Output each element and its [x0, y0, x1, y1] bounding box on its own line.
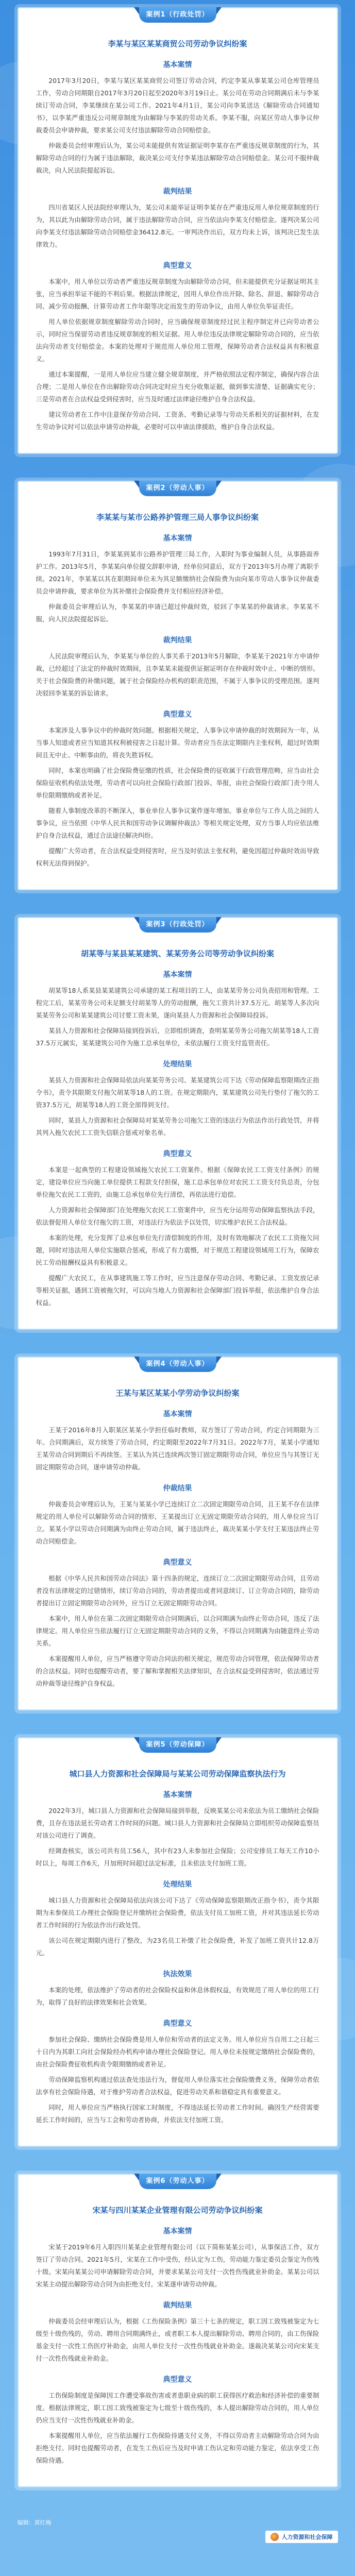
case-badge: 案例1（行政处罚） — [139, 7, 216, 23]
case-card — [18, 1737, 338, 2147]
case-card — [18, 1357, 338, 1710]
section-paragraph: 用人单位依据规章制度解除劳动合同时，应当确保规章制度经过民主程序制定并已向劳动者公示，同时应当保留劳动者违反规章制度的相关证据。用人单位违反法律规定解除劳动合同的，应当依法向劳动者支付赔偿金。本案的处理对于规范用人单位用工管理，保障劳动者合法权益具有积极意义。 — [36, 318, 319, 363]
section-paragraph: 该公司在规定期限内进行了整改，为23名员工补缴了社会保险费，补发了加班工资共计12.8万元。 — [36, 1937, 319, 1957]
case-card — [18, 481, 338, 890]
section-paragraph: 提醒广大劳动者，在合法权益受到侵害时，应当及时依法主张权利，避免因超过仲裁时效而导致权利无法得到保护。 — [36, 847, 319, 867]
case-card — [18, 917, 338, 1330]
section-paragraph: 胡某等18人系某县某某建筑公司承建的某工程项目的工人，由某某劳务公司负责招用和管理。工程完工后，某某劳务公司未足额支付胡某等人的劳动报酬，拖欠工资共计37.5万元。胡某等人多次向某某劳务公司和某某建筑公司讨要工资未果，遂向某县人力资源和社会保障局投诉。 — [36, 987, 319, 1019]
section-heading: 典型意义 — [163, 2020, 192, 2028]
page-footer — [18, 2514, 338, 2550]
case-card — [18, 7, 338, 454]
case-title: 李某某与某市公路养护管理三局人事争议纠纷案 — [96, 513, 259, 522]
section-paragraph: 工伤保险制度是保障因工作遭受事故伤害或者患职业病的职工获得医疗救治和经济补偿的重要制度。根据法律规定，职工因工致残被鉴定为七级至十级伤残的，本人提出解除劳动合同的，用人单位仍应当支付一次性伤残就业补助金。 — [36, 2392, 319, 2424]
section-paragraph: 本案的处理，依法维护了劳动者的社会保险权益和休息休假权益，有效规范了用人单位的用工行为，取得了良好的法律效果和社会效果。 — [36, 1986, 319, 2006]
section-paragraph: 随着人事制度改革的不断深入，事业单位人事争议案件逐年增加。事业单位与工作人员之间的人事争议，应当依照《中华人民共和国劳动争议调解仲裁法》等相关规定处理，双方当事人均应依法维护自身合法权益，通过合法途径解决纠纷。 — [36, 807, 319, 839]
section-heading: 裁判结果 — [163, 2301, 192, 2310]
section-paragraph: 通过本案提醒，一是用人单位应当建立健全规章制度，并严格依照法定程序制定，确保内容合法合理；二是用人单位在作出解除劳动合同决定时应当充分收集证据，做到事实清楚、证据确实充分；三是劳动者在合法权益受到侵害时，应当及时通过法律途径维护自身合法权益。 — [36, 370, 319, 403]
section-heading: 基本案情 — [163, 534, 192, 543]
brand-name: 人力资源和社会保障 — [281, 2534, 333, 2540]
section-paragraph: 同时，某县人力资源和社会保障局对某某劳务公司拖欠工资的违法行为依法作出行政处罚，并将其列入拖欠农民工工资失信联合惩戒对象名单。 — [36, 1116, 319, 1137]
section-paragraph: 劳动保障监察机构通过依法查处违法行为，督促用人单位落实社会保险缴费义务，保障劳动者依法享有社会保险待遇，对于维护劳动者合法权益，促进劳动关系和谐稳定具有重要意义。 — [36, 2076, 319, 2096]
section-paragraph: 经调查核实，该公司共有员工56人，其中有23人未参加社会保险；公司安排员工每天工作10小时以上，每周工作6天，月加班时间超过法定标准，且未依法支付加班工资。 — [36, 1847, 319, 1867]
section-heading: 裁判结果 — [163, 188, 192, 196]
section-paragraph: 某县人力资源和社会保障局依法向某某劳务公司、某某建筑公司下达《劳动保障监察限期改正指令书》，责令其限期支付拖欠胡某等18人的工资。在规定期限内，某某建筑公司先行垫付了拖欠的工资37.5万元，胡某等18人的工资全部得到支付。 — [36, 1076, 319, 1109]
section-heading: 仲裁结果 — [163, 1484, 192, 1493]
section-heading: 基本案情 — [163, 1410, 192, 1418]
section-heading: 基本案情 — [163, 971, 192, 979]
section-heading: 典型意义 — [163, 1150, 192, 1158]
brand-logo-icon — [271, 2533, 279, 2541]
case-title: 宋某与四川某某企业管理有限公司劳动争议纠纷案 — [92, 2206, 263, 2215]
section-paragraph: 城口县人力资源和社会保障局依法向该公司下达了《劳动保障监察限期改正指令书》，责令其限期为未参保员工办理社会保险登记并缴纳社会保险费，依法支付员工加班工资，并对其违法延长劳动者工作时间的行为依法作出行政处罚。 — [36, 1896, 319, 1929]
section-heading: 基本案情 — [163, 61, 192, 69]
section-heading: 典型意义 — [163, 2376, 192, 2384]
section-paragraph: 根据《中华人民共和国劳动合同法》第十四条的规定，连续订立二次固定期限劳动合同，且劳动者没有法律规定的过错情形，续订劳动合同的，劳动者提出或者同意续订、订立劳动合同的，除劳动者提出订立固定期限劳动合同外，应当订立无固定期限劳动合同。 — [36, 1574, 319, 1607]
case-title: 胡某等与某县某某建筑、某某劳务公司等劳动争议纠纷案 — [80, 949, 274, 958]
section-heading: 基本案情 — [163, 2227, 192, 2235]
editor-credit: 编辑：黄红梅 — [17, 2519, 52, 2526]
section-paragraph: 人民法院审理后认为，李某某与单位的人事关系于2013年5月解除，李某某于2021年方申请仲裁，已经超过了法定的仲裁时效期间，且李某某未能提供证据证明存在仲裁时效中止、中断的情形。关于社会保险费的补缴问题，属于社会保险经办机构的职责范围，不属于人事争议的受理范围。遂判决驳回李某某的诉讼请求。 — [36, 652, 319, 697]
section-paragraph: 同时，本案也明确了社会保险费征缴的性质，社会保险费的征收属于行政管理范畴，应当由社会保险征收机构依法处理，劳动者可以向社会保险行政部门投诉、举报，由社会保险行政部门责令用人单位限期缴纳或者补足。 — [36, 767, 319, 799]
case-card — [18, 2174, 338, 2487]
case-badge: 案例2（劳动人事） — [139, 481, 216, 496]
brand-tag — [265, 2531, 338, 2543]
case-badge: 案例5（劳动保障） — [139, 1737, 216, 1753]
section-paragraph: 2022年3月，城口县人力资源和社会保障局接到举报，反映某某公司未依法为员工缴纳社会保险费，且存在违法延长劳动者工作时间的问题。城口县人力资源和社会保障局立即组织劳动保障监察员对该公司进行了调查。 — [36, 1807, 319, 1839]
section-paragraph: 本案中，用人单位在第二次固定期限劳动合同期满后，以合同期满为由终止劳动合同，违反了法律规定。用人单位应当依法履行订立无固定期限劳动合同的义务，不得以合同期满为由随意终止劳动关系。 — [36, 1615, 319, 1647]
section-heading: 基本案情 — [163, 1791, 192, 1799]
section-paragraph: 宋某于2019年6月入职四川某某企业管理有限公司（以下简称某某公司），从事保洁工作，双方签订了劳动合同。2021年5月，宋某在工作中受伤，经认定为工伤，劳动能力鉴定委员会鉴定为伤残十级。宋某向某某公司申请解除劳动合同，并要求某某公司支付一次性伤残就业补助金。某某公司以宋某主动提出解除劳动合同为由拒绝支付。宋某遂申请劳动仲裁。 — [36, 2243, 319, 2288]
case-badge: 案例4（劳动人事） — [139, 1357, 216, 1372]
section-paragraph: 仲裁委员会审理后认为，李某某的申请已超过仲裁时效，驳回了李某某的仲裁请求。李某某不服，向人民法院提起诉讼。 — [36, 603, 319, 623]
section-heading: 处理结果 — [163, 1880, 192, 1889]
section-paragraph: 仲裁委员会经审理后认为，某公司未能提供有效证据证明李某存在严重违反规章制度的行为，其解除劳动合同的行为属于违法解除，裁决某公司支付李某违法解除劳动合同赔偿金。某公司不服仲裁裁决，向人民法院提起诉讼。 — [36, 142, 319, 174]
section-paragraph: 本案是一起典型的工程建设领域拖欠农民工工资案件。根据《保障农民工工资支付条例》的规定，建设单位应当向施工单位提供工程款支付担保，施工总承包单位对农民工工资支付负总责，分包单位拖欠农民工工资的，由施工总承包单位先行清偿，再依法进行追偿。 — [36, 1166, 319, 1198]
case-title: 城口县人力资源和社会保障局与某某公司劳动保障监察执法行为 — [69, 1769, 286, 1778]
section-paragraph: 参加社会保险、缴纳社会保险费是用人单位和劳动者的法定义务。用人单位应当自用工之日起三十日内为其职工向社会保险经办机构申请办理社会保险登记。用人单位未按规定缴纳社会保险费的，由社会保险费征收机构责令限期缴纳或者补足。 — [36, 2036, 319, 2068]
section-paragraph: 四川省某区人民法院经审理认为，某公司未能举证证明李某存在严重违反用人单位规章制度的行为，其以此为由解除劳动合同，属于违法解除劳动合同，应当依法向李某支付赔偿金。遂判决某公司向李某支付违法解除劳动合同赔偿金36412.8元。一审判决作出后，双方均未上诉，该判决已发生法律效力。 — [36, 204, 319, 248]
section-paragraph: 本案的处理，充分发挥了总承包单位先行清偿制度的作用，及时有效地解决了农民工工资拖欠问题，同时对违法用人单位实施联合惩戒，形成了有力震慑，对于规范工程建设领域用工行为，保障农民工劳动报酬权益具有积极意义。 — [36, 1234, 319, 1266]
case-badge: 案例6（劳动人事） — [139, 2174, 216, 2189]
case-title: 王某与某区某某小学劳动争议纠纷案 — [115, 1388, 240, 1398]
section-paragraph: 仲裁委员会审理后认为，王某与某某小学已连续订立二次固定期限劳动合同，且王某不存在法律规定的用人单位可以解除劳动合同的情形，王某提出订立无固定期限劳动合同的，用人单位应当订立。某某小学以劳动合同期满为由终止劳动合同，属于违法终止，裁决某某小学支付王某违法终止劳动合同赔偿金。 — [36, 1500, 319, 1545]
section-paragraph: 本案提醒用人单位，应当严格遵守劳动合同法的相关规定，规范劳动合同管理，依法保障劳动者的合法权益。同时也提醒劳动者，要了解和掌握相关法律知识，在合法权益受到侵害时，依法通过劳动仲裁等途径维护自身权益。 — [36, 1655, 319, 1687]
section-paragraph: 某县人力资源和社会保障局接到投诉后，立即组织调查，查明某某劳务公司拖欠胡某等18人工资37.5万元属实，某某建筑公司作为施工总承包单位，未依法履行工资支付监管责任。 — [36, 1027, 319, 1047]
case-badge: 案例3（行政处罚） — [139, 917, 216, 933]
section-paragraph: 提醒广大农民工，在从事建筑施工等工作时，应当注意保存劳动合同、考勤记录、工资发放记录等相关证据，遇到工资被拖欠时，可以向当地人力资源和社会保障部门投诉举报，依法维护自身合法权益。 — [36, 1274, 319, 1307]
section-paragraph: 本案中，用人单位以劳动者严重违反规章制度为由解除劳动合同，但未能提供充分证据证明其主张，应当承担举证不能的不利后果。根据法律规定，因用人单位作出开除、除名、辞退、解除劳动合同、减少劳动报酬、计算劳动者工作年限等决定而发生的劳动争议，由用人单位负举证责任。 — [36, 278, 319, 310]
section-paragraph: 王某于2016年8月入职某区某某小学担任临时教师，双方签订了劳动合同，约定合同期限为三年。合同期满后，双方续签了劳动合同，约定期限至2022年7月31日。2022年7月，某某小学通知王某劳动合同到期后不再续签。王某认为其已连续两次签订固定期限劳动合同，单位应当与其签订无固定期限劳动合同，遂申请劳动仲裁。 — [36, 1426, 319, 1471]
section-paragraph: 本案提醒用人单位，应当依法履行工伤保险待遇支付义务，不得以劳动者主动解除劳动合同为由拒绝支付。同时也提醒劳动者，在发生工伤后应当及时申请工伤认定和劳动能力鉴定，依法享受工伤保险待遇。 — [36, 2432, 319, 2464]
case-title: 李某与某区某某商贸公司劳动争议纠纷案 — [108, 39, 247, 48]
section-paragraph: 仲裁委员会经审理后认为，根据《工伤保险条例》第三十七条的规定，职工因工致残被鉴定为七级至十级伤残的，劳动、聘用合同期满终止，或者职工本人提出解除劳动、聘用合同的，由工伤保险基金支付一次性工伤医疗补助金，由用人单位支付一次性伤残就业补助金。遂裁决某某公司向宋某支付一次性伤残就业补助金。 — [36, 2317, 319, 2362]
section-paragraph: 同时，用人单位应当严格执行国家工时制度，不得违法延长劳动者工作时间。确因生产经营需要延长工作时间的，应当与工会和劳动者协商，并依法支付加班工资。 — [36, 2104, 319, 2124]
section-heading: 裁判结果 — [163, 636, 192, 645]
section-heading: 典型意义 — [163, 262, 192, 270]
section-heading: 典型意义 — [163, 710, 192, 719]
section-heading: 处理结果 — [163, 1060, 192, 1069]
section-heading: 典型意义 — [163, 1558, 192, 1567]
section-paragraph: 2017年3月20日，李某与某区某某商贸公司签订劳动合同，约定李某从事某某公司仓库管理员工作，劳动合同期限自2017年3月20日起至2020年3月19日止。某公司在劳动合同期满后未与李某续订劳动合同，李某继续在某公司工作。2021年4月1日，某公司向李某送达《解除劳动合同通知书》，以李某严重违反公司规章制度为由解除与李某的劳动关系。李某不服，向某区劳动人事争议仲裁委员会申请仲裁，要求某公司支付违法解除劳动合同赔偿金。 — [36, 77, 319, 134]
section-heading: 执法效果 — [163, 1970, 192, 1978]
section-paragraph: 1993年7月31日，李某某到某市公路养护管理三局工作，入职时为事业编制人员，从事路面养护工作。2013年5月，李某某向单位提交辞职申请，经单位同意后，双方于2013年5月办理了离职手续。2021年，李某某以其在职期间单位未为其足额缴纳社会保险费为由向某市劳动人事争议仲裁委员会申请仲裁，要求单位为其补缴社会保险费并支付相应经济补偿。 — [36, 550, 319, 595]
section-paragraph: 本案涉及人事争议中的仲裁时效问题。根据相关规定，人事争议申请仲裁的时效期间为一年，从当事人知道或者应当知道其权利被侵害之日起计算。劳动者应当在法定期限内主张权利，超过时效期间且无中止、中断事由的，将丧失胜诉权。 — [36, 726, 319, 759]
section-paragraph: 建议劳动者在工作中注意保存劳动合同、工资条、考勤记录等与劳动关系相关的证据材料，在发生劳动争议时可以依法申请劳动仲裁，必要时可以申请法律援助，维护自身合法权益。 — [36, 411, 319, 431]
section-paragraph: 人力资源和社会保障部门在处理拖欠农民工工资案件中，应当充分运用劳动保障监察执法手段，依法督促用人单位支付拖欠的工资，对违法行为依法予以处罚，切实维护农民工合法权益。 — [36, 1206, 319, 1226]
